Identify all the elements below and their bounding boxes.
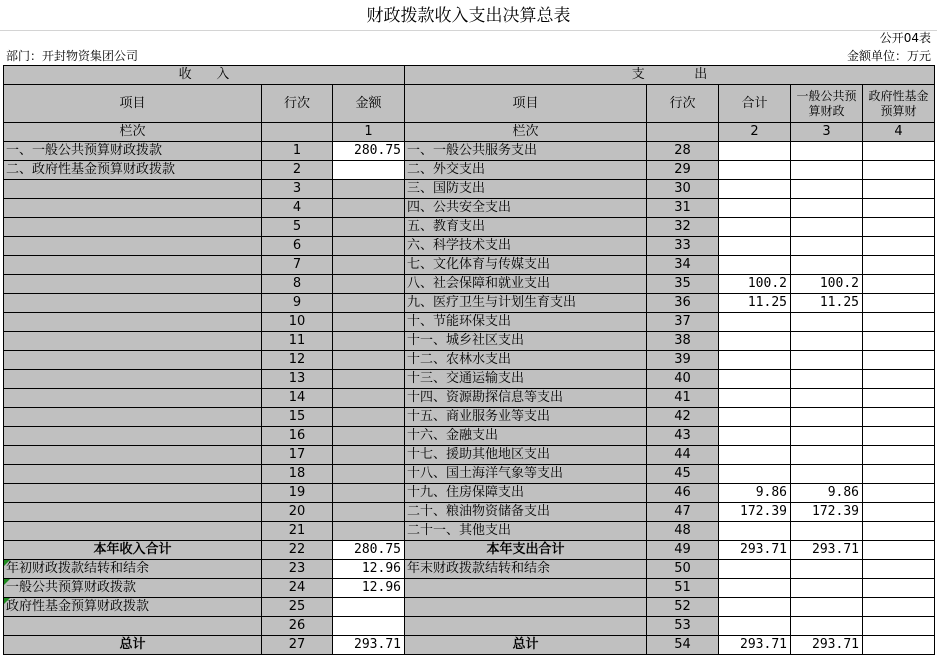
expense-item: 十四、资源勘探信息等支出 <box>405 389 647 408</box>
expense-fund-budget <box>863 579 935 598</box>
income-item <box>4 294 262 313</box>
header-general-budget: 一般公共预算财政 <box>791 85 863 123</box>
expense-item: 十二、农林水支出 <box>405 351 647 370</box>
expense-total <box>719 237 791 256</box>
income-amount <box>333 503 405 522</box>
form-code: 公开04表 <box>879 31 931 45</box>
expense-row-no: 48 <box>647 522 719 541</box>
unit-label: 金额单位：万元 <box>846 49 931 63</box>
table-row <box>4 484 935 503</box>
expense-total <box>719 598 791 617</box>
income-item <box>4 237 262 256</box>
table-row <box>4 579 935 598</box>
income-amount <box>333 256 405 275</box>
report-title: 财政拨款收入支出决算总表 <box>0 0 937 31</box>
income-amount <box>333 218 405 237</box>
expense-fund-budget <box>863 598 935 617</box>
expense-fund-budget <box>863 142 935 161</box>
expense-general-budget <box>791 218 863 237</box>
expense-fund-budget <box>863 332 935 351</box>
income-row-no: 2 <box>262 161 333 180</box>
income-amount: 12.96 <box>333 560 405 579</box>
expense-row-no: 35 <box>647 275 719 294</box>
income-amount <box>333 294 405 313</box>
income-item <box>4 427 262 446</box>
expense-general-budget <box>791 446 863 465</box>
expense-row-no: 29 <box>647 161 719 180</box>
income-row-no: 23 <box>262 560 333 579</box>
income-item: 政府性基金预算财政拨款 <box>4 598 262 617</box>
expense-row-no: 31 <box>647 199 719 218</box>
table-row <box>4 598 935 617</box>
table-row <box>4 275 935 294</box>
expense-item: 一、一般公共服务支出 <box>405 142 647 161</box>
income-amount <box>333 237 405 256</box>
expense-fund-budget <box>863 636 935 655</box>
expense-row-no: 50 <box>647 560 719 579</box>
table-row <box>4 389 935 408</box>
expense-item: 本年支出合计 <box>405 541 647 560</box>
income-item <box>4 332 262 351</box>
header-row-no: 行次 <box>647 85 719 123</box>
income-row-no: 4 <box>262 199 333 218</box>
header-fund-budget: 政府性基金预算财 <box>863 85 935 123</box>
expense-general-budget <box>791 161 863 180</box>
expense-row-no: 33 <box>647 237 719 256</box>
income-item: 一、一般公共预算财政拨款 <box>4 142 262 161</box>
expense-row-no: 30 <box>647 180 719 199</box>
expense-item: 十三、交通运输支出 <box>405 370 647 389</box>
income-row-no: 14 <box>262 389 333 408</box>
income-item <box>4 218 262 237</box>
income-item: 年初财政拨款结转和结余 <box>4 560 262 579</box>
income-amount: 12.96 <box>333 579 405 598</box>
expense-fund-budget <box>863 560 935 579</box>
expense-row-no: 43 <box>647 427 719 446</box>
expense-general-budget: 9.86 <box>791 484 863 503</box>
expense-item: 六、科学技术支出 <box>405 237 647 256</box>
income-amount <box>333 275 405 294</box>
income-amount <box>333 332 405 351</box>
expense-general-budget: 172.39 <box>791 503 863 522</box>
expense-row-no: 34 <box>647 256 719 275</box>
expense-item: 总计 <box>405 636 647 655</box>
income-row-no: 24 <box>262 579 333 598</box>
expense-total <box>719 180 791 199</box>
expense-row-no: 44 <box>647 446 719 465</box>
expense-total: 293.71 <box>719 636 791 655</box>
expense-general-budget <box>791 332 863 351</box>
expense-fund-budget <box>863 180 935 199</box>
expense-fund-budget <box>863 256 935 275</box>
income-amount <box>333 313 405 332</box>
expense-general-budget <box>791 370 863 389</box>
expense-general-budget <box>791 256 863 275</box>
header-item: 项目 <box>405 85 647 123</box>
income-row-no: 11 <box>262 332 333 351</box>
income-amount <box>333 617 405 636</box>
expense-row-no: 52 <box>647 598 719 617</box>
expense-fund-budget <box>863 199 935 218</box>
income-amount <box>333 199 405 218</box>
expense-total <box>719 351 791 370</box>
expense-item: 二十、粮油物资储备支出 <box>405 503 647 522</box>
expense-item: 十八、国土海洋气象等支出 <box>405 465 647 484</box>
table-row <box>4 503 935 522</box>
income-row-no: 18 <box>262 465 333 484</box>
income-row-no: 10 <box>262 313 333 332</box>
expense-general-budget: 100.2 <box>791 275 863 294</box>
table-row <box>4 636 935 655</box>
expense-item <box>405 579 647 598</box>
income-amount <box>333 180 405 199</box>
income-item: 本年收入合计 <box>4 541 262 560</box>
expense-total <box>719 446 791 465</box>
expense-fund-budget <box>863 541 935 560</box>
expense-item: 三、国防支出 <box>405 180 647 199</box>
expense-item: 十六、金融支出 <box>405 427 647 446</box>
expense-fund-budget <box>863 218 935 237</box>
expense-total: 293.71 <box>719 541 791 560</box>
expense-row-no: 37 <box>647 313 719 332</box>
income-item <box>4 370 262 389</box>
expense-general-budget <box>791 617 863 636</box>
table-row <box>4 142 935 161</box>
expense-item: 十九、住房保障支出 <box>405 484 647 503</box>
expense-fund-budget <box>863 503 935 522</box>
income-row-no: 27 <box>262 636 333 655</box>
income-amount <box>333 465 405 484</box>
income-row-no: 5 <box>262 218 333 237</box>
expense-item: 九、医疗卫生与计划生育支出 <box>405 294 647 313</box>
expense-general-budget <box>791 522 863 541</box>
table-row <box>4 256 935 275</box>
expense-general-budget <box>791 427 863 446</box>
expense-row-no: 46 <box>647 484 719 503</box>
expense-general-budget <box>791 180 863 199</box>
header-item: 项目 <box>4 85 262 123</box>
table-row <box>4 180 935 199</box>
expense-item: 年末财政拨款结转和结余 <box>405 560 647 579</box>
column-index-empty <box>647 123 719 142</box>
expense-item: 十、节能环保支出 <box>405 313 647 332</box>
expense-fund-budget <box>863 484 935 503</box>
income-amount <box>333 389 405 408</box>
income-amount <box>333 446 405 465</box>
income-row-no: 13 <box>262 370 333 389</box>
expense-general-budget <box>791 199 863 218</box>
column-index-amount: 1 <box>333 123 405 142</box>
income-item <box>4 408 262 427</box>
header-total: 合计 <box>719 85 791 123</box>
income-amount: 280.75 <box>333 541 405 560</box>
expense-total <box>719 256 791 275</box>
income-row-no: 17 <box>262 446 333 465</box>
income-row-no: 15 <box>262 408 333 427</box>
expense-fund-budget <box>863 617 935 636</box>
expense-fund-budget <box>863 465 935 484</box>
expense-row-no: 54 <box>647 636 719 655</box>
header-row-no: 行次 <box>262 85 333 123</box>
table-row <box>4 351 935 370</box>
header-amount: 金额 <box>333 85 405 123</box>
table-row <box>4 560 935 579</box>
expense-general-budget: 293.71 <box>791 636 863 655</box>
income-item <box>4 503 262 522</box>
income-amount <box>333 598 405 617</box>
expense-total: 100.2 <box>719 275 791 294</box>
expense-item <box>405 598 647 617</box>
expense-row-no: 38 <box>647 332 719 351</box>
expense-row-no: 49 <box>647 541 719 560</box>
income-amount <box>333 408 405 427</box>
expense-total <box>719 522 791 541</box>
expense-row-no: 40 <box>647 370 719 389</box>
expense-row-no: 53 <box>647 617 719 636</box>
column-index-label: 栏次 <box>405 123 647 142</box>
income-row-no: 9 <box>262 294 333 313</box>
expense-total <box>719 389 791 408</box>
income-section-header: 收 入 <box>4 66 405 85</box>
expense-fund-budget <box>863 313 935 332</box>
expense-general-budget <box>791 465 863 484</box>
department-label: 部门：开封物资集团公司 <box>6 49 139 63</box>
expense-total: 9.86 <box>719 484 791 503</box>
expense-item: 十五、商业服务业等支出 <box>405 408 647 427</box>
income-row-no: 26 <box>262 617 333 636</box>
income-amount <box>333 370 405 389</box>
income-row-no: 12 <box>262 351 333 370</box>
expense-row-no: 45 <box>647 465 719 484</box>
table-row <box>4 427 935 446</box>
expense-fund-budget <box>863 389 935 408</box>
income-item <box>4 446 262 465</box>
income-row-no: 7 <box>262 256 333 275</box>
expense-row-no: 42 <box>647 408 719 427</box>
income-item <box>4 313 262 332</box>
expense-general-budget: 293.71 <box>791 541 863 560</box>
income-row-no: 16 <box>262 427 333 446</box>
income-row-no: 25 <box>262 598 333 617</box>
income-row-no: 1 <box>262 142 333 161</box>
expense-item: 十七、援助其他地区支出 <box>405 446 647 465</box>
expense-fund-budget <box>863 408 935 427</box>
expense-total: 172.39 <box>719 503 791 522</box>
column-index-empty <box>262 123 333 142</box>
income-item: 总计 <box>4 636 262 655</box>
income-item <box>4 275 262 294</box>
income-item <box>4 465 262 484</box>
expense-row-no: 36 <box>647 294 719 313</box>
expense-total <box>719 408 791 427</box>
expense-total <box>719 579 791 598</box>
table-row <box>4 446 935 465</box>
expense-section-header: 支 出 <box>405 66 935 85</box>
expense-general-budget <box>791 351 863 370</box>
expense-row-no: 32 <box>647 218 719 237</box>
income-row-no: 20 <box>262 503 333 522</box>
income-item <box>4 256 262 275</box>
table-row <box>4 161 935 180</box>
expense-fund-budget <box>863 427 935 446</box>
expense-fund-budget <box>863 522 935 541</box>
income-row-no: 21 <box>262 522 333 541</box>
table-row <box>4 294 935 313</box>
expense-item: 四、公共安全支出 <box>405 199 647 218</box>
expense-item <box>405 617 647 636</box>
expense-item: 五、教育支出 <box>405 218 647 237</box>
expense-fund-budget <box>863 446 935 465</box>
expense-total <box>719 218 791 237</box>
income-item <box>4 617 262 636</box>
income-amount <box>333 351 405 370</box>
expense-item: 七、文化体育与传媒支出 <box>405 256 647 275</box>
expense-general-budget <box>791 389 863 408</box>
expense-general-budget <box>791 142 863 161</box>
expense-general-budget <box>791 579 863 598</box>
table-row <box>4 408 935 427</box>
column-index-total: 2 <box>719 123 791 142</box>
income-row-no: 6 <box>262 237 333 256</box>
expense-total <box>719 313 791 332</box>
fiscal-summary-table <box>3 65 935 655</box>
table-row <box>4 617 935 636</box>
table-row <box>4 332 935 351</box>
income-amount <box>333 484 405 503</box>
expense-item: 十一、城乡社区支出 <box>405 332 647 351</box>
expense-general-budget: 11.25 <box>791 294 863 313</box>
expense-row-no: 47 <box>647 503 719 522</box>
expense-total <box>719 332 791 351</box>
expense-fund-budget <box>863 161 935 180</box>
income-item <box>4 199 262 218</box>
expense-item: 二十一、其他支出 <box>405 522 647 541</box>
expense-total <box>719 617 791 636</box>
income-amount: 280.75 <box>333 142 405 161</box>
income-amount <box>333 427 405 446</box>
income-item: 二、政府性基金预算财政拨款 <box>4 161 262 180</box>
income-amount <box>333 522 405 541</box>
expense-total <box>719 465 791 484</box>
income-item: 一般公共预算财政拨款 <box>4 579 262 598</box>
column-index-label: 栏次 <box>4 123 262 142</box>
income-item <box>4 484 262 503</box>
expense-total <box>719 199 791 218</box>
income-row-no: 22 <box>262 541 333 560</box>
column-index-fund: 4 <box>863 123 935 142</box>
table-row <box>4 218 935 237</box>
income-item <box>4 389 262 408</box>
expense-total <box>719 142 791 161</box>
expense-general-budget <box>791 313 863 332</box>
expense-general-budget <box>791 237 863 256</box>
expense-general-budget <box>791 598 863 617</box>
expense-general-budget <box>791 408 863 427</box>
expense-row-no: 41 <box>647 389 719 408</box>
expense-total <box>719 161 791 180</box>
expense-fund-budget <box>863 370 935 389</box>
expense-row-no: 39 <box>647 351 719 370</box>
income-row-no: 3 <box>262 180 333 199</box>
expense-total <box>719 427 791 446</box>
expense-total <box>719 560 791 579</box>
income-amount: 293.71 <box>333 636 405 655</box>
table-row <box>4 370 935 389</box>
income-row-no: 8 <box>262 275 333 294</box>
expense-total <box>719 370 791 389</box>
income-row-no: 19 <box>262 484 333 503</box>
table-row <box>4 237 935 256</box>
expense-fund-budget <box>863 275 935 294</box>
expense-fund-budget <box>863 237 935 256</box>
expense-item: 八、社会保障和就业支出 <box>405 275 647 294</box>
income-item <box>4 351 262 370</box>
expense-fund-budget <box>863 294 935 313</box>
expense-total: 11.25 <box>719 294 791 313</box>
income-amount <box>333 161 405 180</box>
expense-general-budget <box>791 560 863 579</box>
income-item <box>4 180 262 199</box>
column-index-general: 3 <box>791 123 863 142</box>
table-row <box>4 522 935 541</box>
table-row <box>4 313 935 332</box>
income-item <box>4 522 262 541</box>
table-row <box>4 199 935 218</box>
expense-fund-budget <box>863 351 935 370</box>
table-row <box>4 541 935 560</box>
expense-row-no: 28 <box>647 142 719 161</box>
table-row <box>4 465 935 484</box>
expense-item: 二、外交支出 <box>405 161 647 180</box>
expense-row-no: 51 <box>647 579 719 598</box>
